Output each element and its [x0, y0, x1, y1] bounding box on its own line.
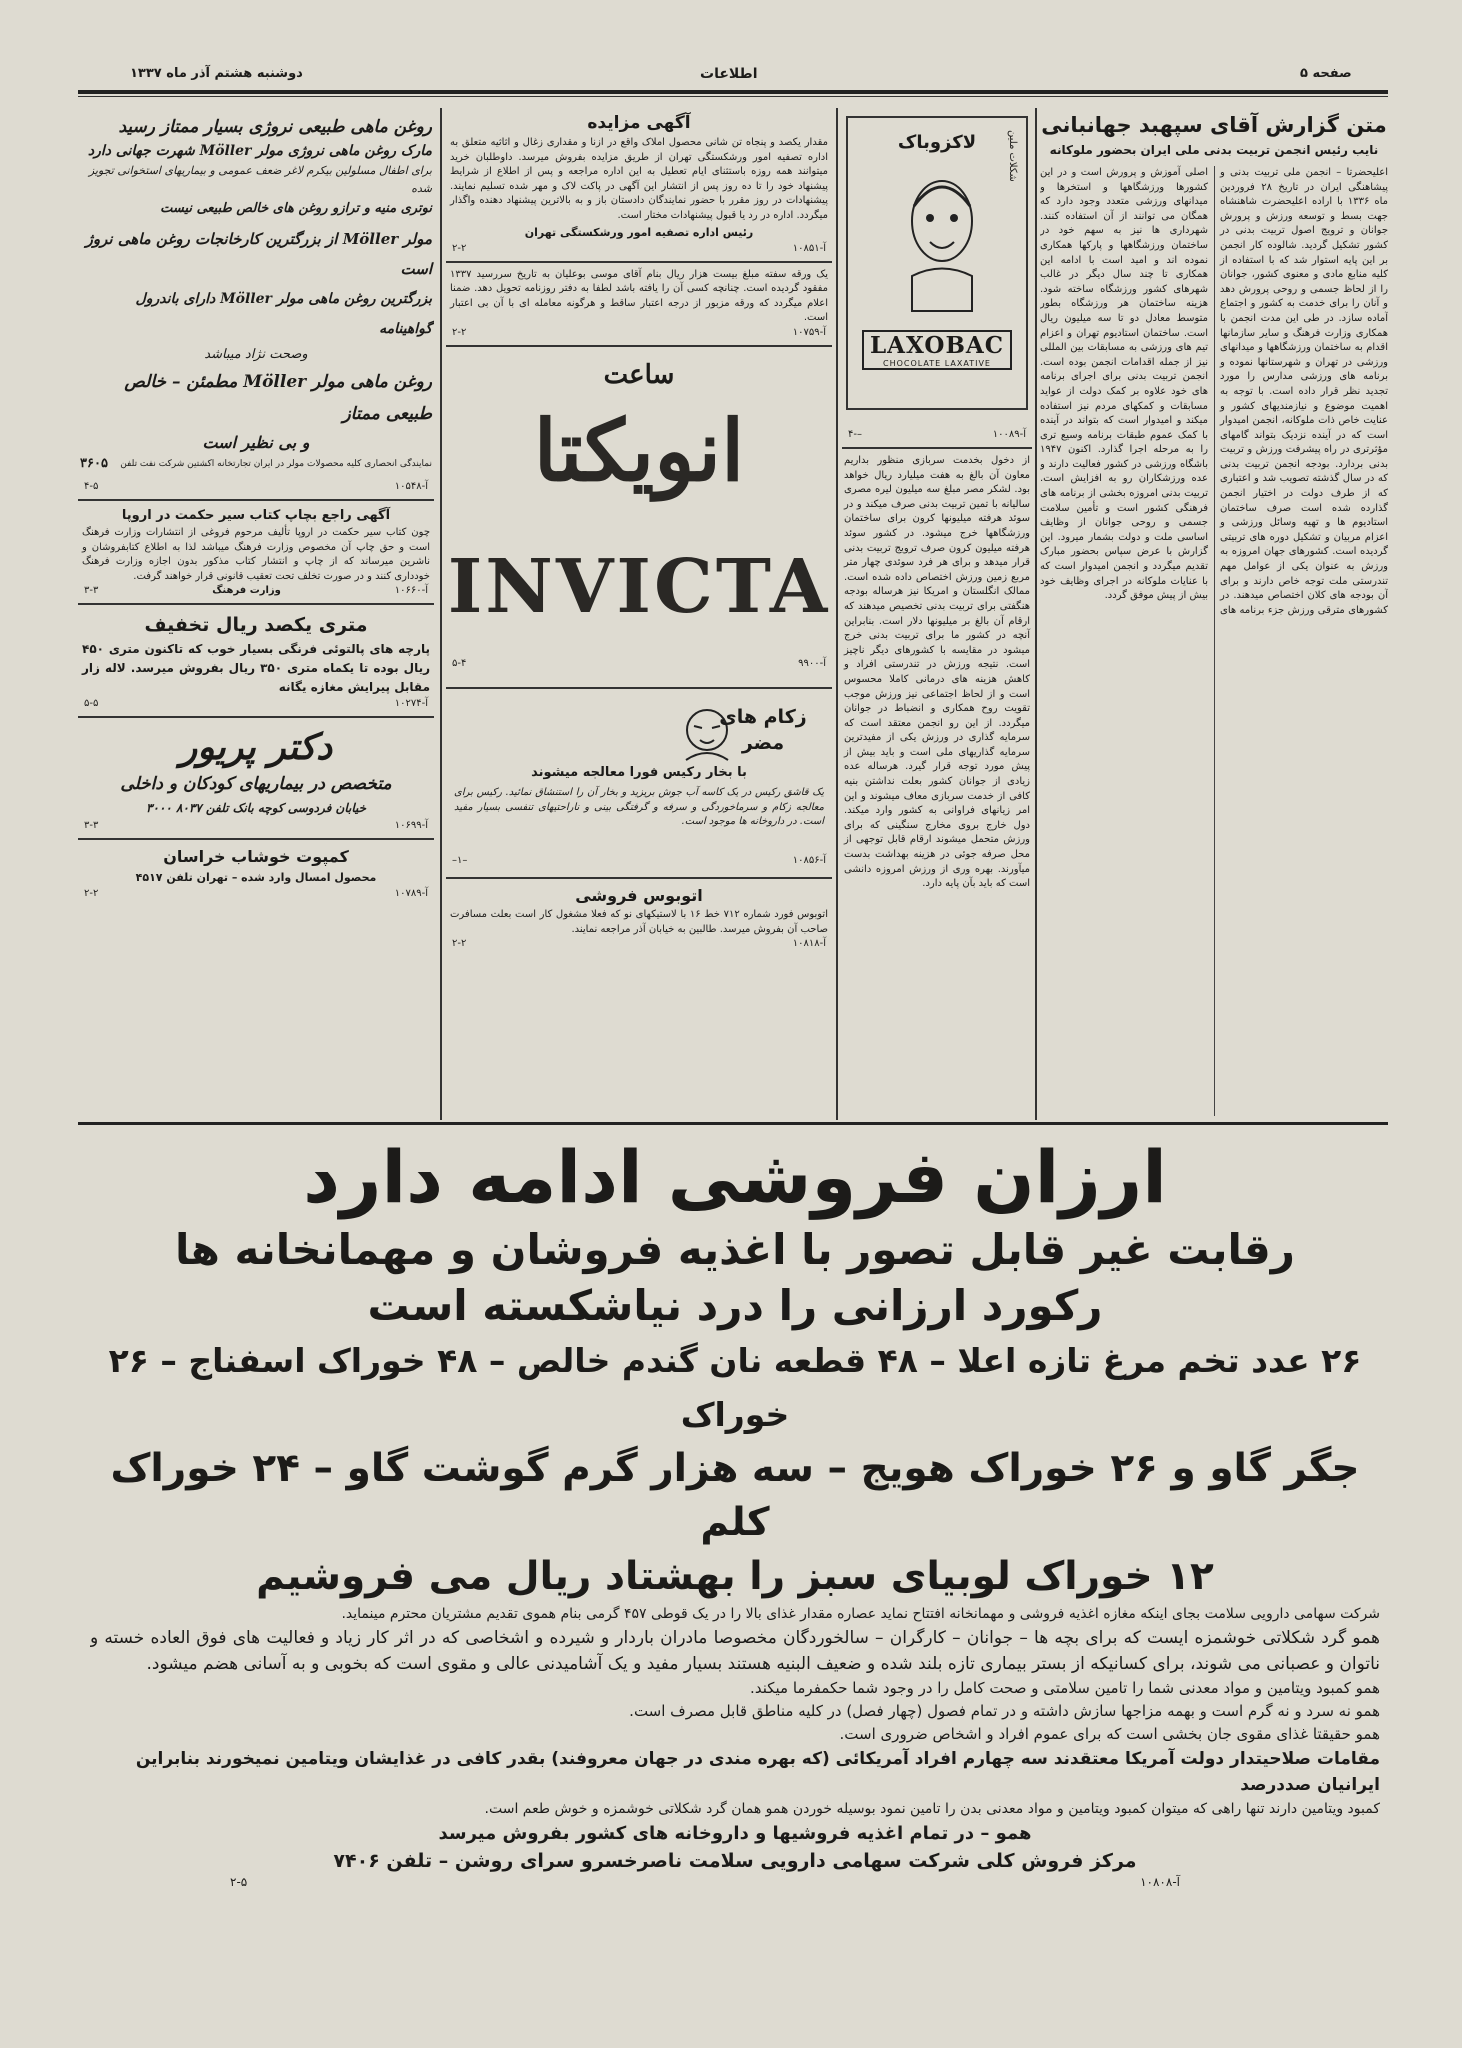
ad-code: آ-۱۰۸۵۱ [792, 242, 826, 254]
ad-code: ۳-۳ [84, 585, 99, 597]
laxobac-logo-box [862, 330, 1012, 370]
ad-code: آ-۱۰۰۸۹ [992, 429, 1026, 440]
moller-rep-text: نمایندگی انحصاری کلیه محصولات مولر در ایران تجارتخانه اکشتین شرکت نفت تلفن [120, 459, 432, 469]
hemo-para: همو نه سرد و نه گرم است و بهمه مزاجها سازش داشته و در تمام فصول (چهار فصل) در کلیه مناطق قابل مصرف است. [629, 1702, 1380, 1720]
ad-code: ۲-۲ [452, 242, 467, 254]
hemo-para: شرکت سهامی دارویی سلامت بجای اینکه مغازه اغذیه فروشی و مهمانخانه افتتاح نماید عصاره مقدار غذای بالا را در یک قوطی ۴۵۷ گرمی بنام هموی تقدیم مشتریان محترم مینماید. [341, 1606, 1380, 1622]
laxobac-codes [848, 428, 1026, 442]
laxobac-side-text: شکلات ملین [1007, 130, 1018, 182]
invicta-name-fa: انویکتا [533, 400, 745, 500]
report-title: متن گزارش آقای سپهبد جهانبانی [1041, 113, 1387, 137]
column-rule [440, 108, 442, 1120]
book-body: چون کتاب سیر حکمت در اروپا تألیف مرحوم فروغی از انتشارات وزارت فرهنگ است و حق چاپ آن مخصوص وزارت فرهنگ میباشد لذا به اطلاع کتابفروشان و ناشرین میرساند که از چاپ و انتشار کتاب مذکور بدون اجازه وزارت فرهنگ خودداری کنند و در صورت تخلف تحت تعقیب قانونی قرار خواهند گرفت. [82, 527, 430, 582]
ad-code: ۲-۲ [84, 888, 99, 900]
invicta-name-en: INVICTA [447, 543, 831, 630]
ad-code: آ-۱۰۶۶۰ [394, 585, 428, 597]
ad-code: آ-۱۰۸۱۸ [792, 938, 826, 950]
ad-code: ۳-۳ [84, 820, 99, 832]
ad-code: –۱– [452, 854, 468, 866]
doctor-title: دکتر پریور [179, 726, 333, 769]
auction-title: آگهی مزایده [587, 113, 691, 133]
ad-code: آ-۱۰۷۸۹ [394, 888, 428, 900]
laxobac-brand-en: LAXOBAC [869, 332, 1005, 359]
divider [842, 447, 1032, 449]
ad-code: ۵-۵ [84, 698, 99, 710]
hemo-line-5: جگر گاو و ۲۶ خوراک هویج – سه هزار گرم گوشت گاو – ۲۴ خوراک کلم [110, 1446, 1360, 1545]
hemo-para: کمبود ویتامین دارند تنها راهی که میتوان کمبود ویتامین و مواد معدنی بدن را تامین نمود بوسیله خوردن همو همان گرد شکلاتی خوشمزه و خوش طعم است. [484, 1801, 1380, 1817]
fabric-body: پارچه های پالتوئی فرنگی بسیار خوب که تاکنون متری ۴۵۰ ریال بوده تا یکماه متری ۳۵۰ ریال بفروش میرسد. لاله زار مقابل پیرایش مغازه یگانه [82, 642, 430, 695]
report-article [1040, 110, 1388, 1120]
hemo-line-2: رقابت غیر قابل تصور با اغذیه فروشان و مهمانخانه ها [175, 1225, 1295, 1274]
section-rule [78, 1122, 1388, 1125]
divider [446, 687, 832, 689]
column-rule [1035, 108, 1037, 1120]
invicta-ad [446, 352, 832, 682]
ad-code: ۴-– [848, 429, 862, 440]
hemo-para: همو گرد شکلاتی خوشمزه ایست که برای بچه ها – جوانان – کارگران – سالخوردگان مخصوصا مادران باردار و شیرده و اشخاصی که در اثر کار زیاد و فعالیت های فوق العاده خسته و ناتوان و عصبانی می شوند، برای کسانیکه از بستر بیماری تازه بلند شده و ضعیف البنیه هستند بسیار مفید و یک آشامیدنی عالی و مقوی است که بخوبی و به آسانی هضم میشود. [90, 1628, 1380, 1674]
hemo-para: همو – در تمام اغذیه فروشیها و داروخانه های کشور بفروش میرسد [438, 1823, 1032, 1844]
lost-note-body: یک ورقه سفته مبلغ بیست هزار ریال بنام آقای موسی بوعلیان به تاریخ سررسید ۱۳۳۷ مفقود گردیده است. چنانچه کسی آن را یافته باشد لطفا به دفتر روزنامه تحویل دهد. ضمنا اعلام میگردد که ورقه مزبور از درجه اعتبار ساقط و هرگونه معامله ای با آن بی اعتبار است. [450, 268, 828, 324]
ad-code: آ-۱۰۵۴۸ [394, 481, 428, 492]
ad-code: آ-۱۰۶۹۹ [394, 820, 428, 832]
fabric-title: متری یکصد ریال تخفیف [144, 614, 368, 637]
ad-code: ۲-۲ [452, 326, 467, 338]
laxobac-body: از دخول بخدمت سربازی منظور بداریم معاون آن بالغ به هفت میلیارد ریال خواهد بود. لشکر مصر مبلغ سه میلیون لیره مصری سالیانه با تمین تربیت بدنی صرف میکند و در سوئد هرفته میلیونها کرون برای ساختمان ورزشگاهها خرج میشود. در کشور سوئد هرفته میلیون کرون صرف ترویج تربیت بدنی قرار میدهد و برای هر فرد سوئدی چهار متر مربع زمین ورزش اختصاص داده شده است. ممالک انگلستان و امریکا نیز هرساله بودجه هنگفتی برای تربیت بدنی تخصیص میدهند که ارقام آن بالغ بر میلیونها دلار است. بنابراین آنچه در کشور ما برای تربیت بدنی خرج میشود در مقایسه با کشورهای دیگر ناچیز است. نتیجه ورزش در تندرستی افراد و کاهش هزینه های درمانی کاملا محسوس است و از لحاظ اجتماعی نیز ورزش موجب تقویت روح همکاری و انضباط در جوانان میگردد. از این رو انجمن معتقد است که سرمایه گذاری در ورزش یکی از مفیدترین سرمایه گذاریهای ملی است و باید بیش از پیش مورد توجه قرار گیرد. هرساله عده زیادی از جوانان کشور بعلت نداشتن بنیه کافی از خدمت سربازی معاف میشوند و این امر زیانهای فراوانی به کشور وارد میکند. دول خارج بروی مخارج سنگینی که برای ورزش متحمل میشوند ارقام قابل توجهی از محل صرفه جوئی در هزینه بهداشت بدست میآورند. بهره وری از ورزش امروزه دانشی است که باید بآن پایه دارد. [844, 455, 1030, 890]
cold-title: زکام های مضر [719, 705, 807, 754]
header-rule [78, 90, 1388, 94]
cold-remedy-ad [446, 694, 832, 872]
moller-line: بزرگترین روغن ماهی مولر Möller دارای باندرول گواهینامه [135, 291, 432, 337]
auction-codes [446, 242, 832, 256]
moller-line: وصحت نژاد میباشد [204, 347, 308, 362]
divider [78, 838, 434, 840]
compote-body: محصول امسال وارد شده – تهران تلفن ۴۵۱۷ [135, 871, 377, 885]
compote-codes [78, 887, 434, 901]
hemo-para: همو کمبود ویتامین و مواد معدنی شما را تامین سلامتی و صحت کامل را در وجود شما حکمفرما میکند. [750, 1679, 1380, 1697]
book-codes [78, 584, 434, 598]
moller-line: برای اطفال مسلولین بیکرم لاغر ضعف عمومی و بیماریهای استخوانی تجویز شده [88, 164, 432, 195]
lost-note-codes [446, 326, 832, 340]
ad-code: ۵-۴ [452, 657, 467, 669]
moller-ad [78, 110, 434, 476]
divider [78, 716, 434, 718]
ad-code: آ-۱۰۲۷۴ [394, 698, 428, 710]
doctor-codes [78, 819, 434, 833]
divider [78, 499, 434, 501]
divider [446, 877, 832, 879]
column-rule [836, 108, 838, 1120]
moller-line: مارک روغن ماهی نروژی مولر Möller شهرت جهانی دارد [87, 143, 432, 159]
moller-line: روغن ماهی مولر Möller مطمئن – خالص طبیعی ممتاز [124, 372, 432, 424]
middle-column [446, 110, 832, 1120]
divider [78, 603, 434, 605]
book-signature: وزارت فرهنگ [212, 585, 281, 597]
ad-code: آ-۱۰۸۵۶ [792, 854, 826, 866]
paper-name: اطلاعات [700, 66, 758, 82]
report-subtitle: نایب رئیس انجمن تربیت بدنی ملی ایران بحضور ملوکانه [1049, 143, 1379, 157]
header-rule-thin [78, 96, 1388, 97]
fabric-codes [78, 697, 434, 711]
moller-line: روغن ماهی طبیعی نروژی بسیار ممتاز رسید [118, 117, 432, 137]
ad-code: ۲-۲ [452, 938, 467, 950]
hemo-line-4: ۲۶ عدد تخم مرغ تازه اعلا – ۴۸ قطعه نان گندم خالص – ۴۸ خوراک اسفناج – ۲۶ خوراک [108, 1341, 1362, 1434]
moller-tel: ۳۶۰۵ [80, 456, 108, 471]
hemo-line-3: رکورد ارزانی را درد نیاشکسته است [367, 1281, 1103, 1330]
classifieds-column [78, 110, 434, 1120]
laxobac-column [842, 110, 1032, 1120]
report-columns [1040, 166, 1388, 1116]
bus-codes [446, 937, 832, 951]
laxobac-tagline: CHOCOLATE LAXATIVE [883, 359, 991, 368]
hemo-para: همو حقیقتا غذای مقوی جان بخشی است که برای عموم افراد و اشخاص ضروری است. [839, 1725, 1380, 1743]
cold-body: یک قاشق رکیس در یک کاسه آب جوش بریزید و بخار آن را استنشاق نمائید. رکیس برای معالجه زکام و سرماخوردگی و سرفه و گرفتگی بینی و ناراحتیهای تنفسی بسیار مفید است. در داروخانه ها موجود است. [454, 786, 824, 828]
bus-title: اتوبوس فروشی [575, 885, 703, 905]
moller-line: مولر Möller از بزرگترین کارخانجات روغن ماهی نروژ است [85, 230, 432, 278]
hemo-codes [90, 1875, 1380, 1889]
divider [446, 261, 832, 263]
auction-signature: رئیس اداره تصفیه امور ورشکستگی تهران [524, 225, 754, 239]
cold-codes [452, 854, 826, 868]
laxobac-face-illustration [902, 166, 982, 316]
hemo-ad [90, 1132, 1380, 2032]
divider [446, 345, 832, 347]
moller-rep [80, 456, 432, 472]
bus-body: اتوبوس فورد شماره ۷۱۲ خط ۱۶ با لاستیکهای نو که فعلا مشغول کار است بعلت مسافرت صاحب آن بفروش میرسد. طالبین به خیابان آذر مراجعه نمایند. [450, 908, 828, 935]
page-number: صفحه ۵ [1300, 66, 1352, 81]
invicta-title-fa: ساعت [603, 359, 675, 390]
report-body: اعلیحضرتا – انجمن ملی تربیت بدنی و پیشاهنگی ایران در تاریخ ۲۸ فروردین ماه ۱۳۳۶ با اراده اعلیحضرت شاهنشاه جهت بسط و توسعه ورزش و پرورش جوانان و ترویج اصول تربیت بدنی در کشور تشکیل گردید. شالوده کار انجمن بر این پایه استوار شد که با استفاده از کلیه منابع مادی و معنوی کشور، جوانان را از لحاظ جسمی و روحی پرورش دهد و آنان را برای خدمت به کشور و اجتماع آماده سازد. در طی این مدت انجمن با همکاری وزارت فرهنگ و سایر سازمانها اقدام به ساختمان ورزشگاهها و میدانهای ورزشی در تهران و شهرستانها نموده و برنامه های ورزشی مدارس را مورد تجدید نظر قرار داده است. با توجه به اهمیت موضوع و نیازمندیهای کشور و عنایت خاص ذات ملوکانه، انجمن امیدوار است که در آینده نزدیک بتواند گامهای مؤثرتری در راه پیشرفت ورزش و تربیت بدنی بردارد. بودجه انجمن تربیت بدنی که در سال گذشته تصویب شد و اعتباری که از طرف دولت در اختیار انجمن گذارده شده است صرف ساختمان استادیوم ها و تهیه وسائل ورزشی و اعزام مربیان و تشکیل دوره های تربیتی گردیده است. کشورهای جهان امروزه به ورزش به عنوان یکی از عوامل مهم تندرستی ملت توجه خاص دارند و برای آن بودجه های کلان اختصاص میدهند. در کشورهای مترقی ورزش جزء برنامه های اصلی آموزش و پرورش است و در این کشورها ورزشگاهها و استخرها و میدانهای ورزشی متعدد وجود دارد که همگان می توانند از آن استفاده کنند. شهرداری ها نیز به سهم خود در ساختمان ورزشگاهها و پارکها همکاری نموده اند و امید است با ادامه این همکاری تا چند سال دیگر در غالب شهرهای کشور ورزشگاه ساخته شود. هزینه ساختمان هر ورزشگاه بطور متوسط معادل دو تا سه میلیون ریال است. ساختمان استادیوم تهران و اعزام تیم های ورزشی به مسابقات بین المللی نیز از جمله اقدامات انجمن بوده است. انجمن تربیت بدنی برای اجرای برنامه های خود علاوه بر کمک دولت از عواید مسابقات و کمکهای مردم نیز استفاده میکند و امیدوار است که بتواند در آینده با کمک عموم طبقات برنامه وسیع تری را به مرحله اجرا گذارد. اکنون ۱۹۴۷ باشگاه ورزشی در کشور فعالیت دارند و عده ورزشکاران رو به افزایش است. تربیت بدنی امروزه بخشی از برنامه های فرهنگی کشور است و تأمین سلامت جسمی و روحی جوانان از وظایف اساسی ملت و دولت بشمار میرود. این گزارش با عرض سپاس بحضور مبارک تقدیم میگردد و انجمن امیدوار است که با عنایات ملوکانه در اجرای وظایف خود بیش از پیش موفق گردد. [1040, 167, 1388, 616]
hemo-line-6: ۱۲ خوراک لوبیای سبز را بهشتاد ریال می فروشیم [256, 1554, 1214, 1599]
ad-code: ۲-۵ [230, 1875, 248, 1889]
hemo-headline: ارزان فروشی ادامه دارد [303, 1135, 1167, 1219]
hemo-para: مقامات صلاحیتدار دولت آمریکا معتقدند سه چهارم افراد آمریکائی (که بهره مندی در جهان معروفند) بقدر کافی در غذایشان ویتامین نمیخورند بنابراین ایرانیان صددرصد [135, 1749, 1380, 1795]
laxobac-ad [846, 116, 1028, 410]
moller-line: نوتری منیه و ترازو روغن های خالص طبیعی نیست [160, 201, 432, 216]
invicta-codes [452, 657, 826, 671]
moller-codes [78, 476, 434, 494]
ad-code: آ-۱۰۸۰۸ [1140, 1875, 1180, 1889]
issue-date: دوشنبه هشتم آذر ماه ۱۳۳۷ [130, 66, 303, 81]
hemo-address: مرکز فروش کلی شرکت سهامی دارویی سلامت ناصرخسرو سرای روشن – تلفن ۷۴۰۶ [333, 1850, 1137, 1872]
ad-code: ۴-۵ [84, 481, 99, 492]
doctor-address: خیابان فردوسی کوچه بانک تلفن ۸۰۳۷ ۳۰۰۰ [145, 801, 367, 816]
ad-code: آ-۱۰۷۵۹ [792, 326, 826, 338]
compote-title: کمپوت خوشاب خراسان [163, 847, 349, 867]
ad-code: آ-۹۹۰۰ [798, 657, 826, 669]
moller-line: و بی نظیر است [202, 433, 310, 452]
auction-body: مقدار یکصد و پنجاه تن شانی محصول املاک واقع در ازنا و مقداری زغال و اثاثیه متعلق به اداره تصفیه امور ورشکستگی تهران از طریق مزایده بفروش میرسد. داوطلبان خرید میتوانند همه روزه باستثنای ایام تعطیل به این اداره مراجعه و پس از اطلاع از شرایط پیشنهاد خود را تا ده روز پس از انتشار این آگهی در پاکت لاک و مهر شده تسلیم نمایند. پیشنهادات در روز مقرر با حضور نمایندگان دادستان باز و به بالاترین پیشنهاد دهنده واگذار میگردد. اداره در رد یا قبول پیشنهادات مختار است. [450, 137, 828, 221]
book-title: آگهی راجع بچاپ کتاب سیر حکمت در اروپا [121, 508, 391, 523]
doctor-specialty: متخصص در بیماریهای کودکان و داخلی [120, 774, 392, 795]
cold-intro: با بخار رکیس فورا معالجه میشوند [531, 764, 747, 780]
laxobac-brand-fa: لاکزوباک [897, 132, 977, 153]
